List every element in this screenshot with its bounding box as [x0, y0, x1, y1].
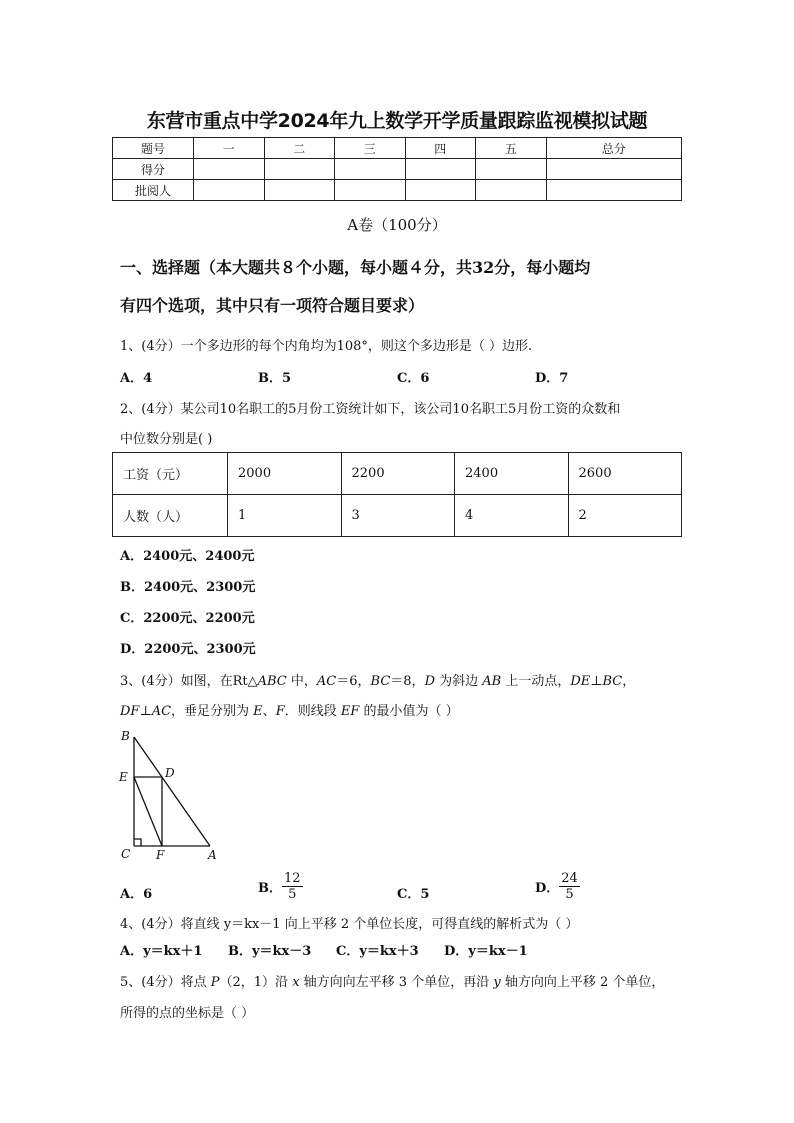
label-e: E: [119, 770, 128, 784]
q4-option-b[interactable]: B．y＝kx－3: [228, 944, 312, 959]
score-input-cell[interactable]: [194, 159, 265, 180]
wage-table: [112, 452, 682, 537]
score-input-cell[interactable]: [405, 180, 476, 201]
table-cell: 四: [405, 138, 476, 159]
table-cell: 总分: [546, 138, 682, 159]
table-cell: 得分: [113, 159, 194, 180]
page-title: 东营市重点中学2024年九上数学开学质量跟踪监视模拟试题: [146, 110, 648, 132]
table-cell: 2: [568, 495, 682, 537]
table-cell: 4: [455, 495, 569, 537]
q2-option-b[interactable]: B．2400元、2300元: [120, 580, 256, 595]
score-input-cell[interactable]: [476, 180, 547, 201]
triangle-figure: [112, 725, 232, 865]
q3-option-a[interactable]: A．6: [120, 887, 153, 902]
table-cell: 人数（人）: [113, 495, 228, 537]
label-d: D: [165, 766, 175, 780]
table-row: [113, 180, 682, 201]
volume-label: A卷（100分）: [347, 216, 447, 234]
side-ab: [134, 737, 210, 846]
question-3-line1: 3、(4分）如图，在Rt△ABC 中，AC＝6，BC＝8，D 为斜边 AB 上一动点，DE⊥BC，: [120, 674, 636, 689]
q1-option-b[interactable]: B．5: [258, 371, 292, 386]
question-5-line1: 5、(4分）将点 P（2，1）沿 x 轴方向向左平移 3 个单位，再沿 y 轴方向向上平移 2 个单位，: [120, 975, 665, 990]
q1-option-d[interactable]: D．7: [535, 371, 569, 386]
label-a: A: [208, 848, 217, 862]
q3-option-c[interactable]: C．5: [397, 887, 430, 902]
score-input-cell[interactable]: [194, 180, 265, 201]
table-cell: 2000: [228, 453, 342, 495]
fraction: $\frac{12}{5}$: [284, 871, 301, 902]
q1-option-a[interactable]: A．4: [120, 371, 153, 386]
q2-option-a[interactable]: A．2400元、2400元: [120, 549, 255, 564]
table-cell: 题号: [113, 138, 194, 159]
fraction: $\frac{24}{5}$: [561, 871, 578, 902]
score-input-cell[interactable]: [264, 180, 335, 201]
q4-option-d[interactable]: D．y＝kx－1: [444, 944, 528, 959]
table-cell: 一: [194, 138, 265, 159]
question-2-line1: 2、(4分）某公司10名职工的5月份工资统计如下，该公司10名职工5月份工资的众数和: [120, 402, 621, 417]
score-input-cell[interactable]: [335, 180, 406, 201]
q3-option-b[interactable]: B． $\frac{12}{5}$: [258, 871, 301, 902]
table-row: [113, 159, 682, 180]
question-2-line2: 中位数分别是( ): [120, 432, 213, 447]
table-row: [113, 453, 682, 495]
table-cell: 二: [264, 138, 335, 159]
question-1-text: 1、(4分）一个多边形的每个内角均为108°，则这个多边形是（ ）边形.: [120, 339, 533, 354]
right-angle-mark: [134, 839, 141, 846]
score-input-cell[interactable]: [546, 159, 682, 180]
table-cell: 1: [228, 495, 342, 537]
table-row: [113, 495, 682, 537]
q1-option-c[interactable]: C．6: [397, 371, 430, 386]
q4-option-a[interactable]: A．y＝kx＋1: [120, 944, 203, 959]
score-input-cell[interactable]: [335, 159, 406, 180]
score-input-cell[interactable]: [476, 159, 547, 180]
table-cell: 2600: [568, 453, 682, 495]
table-cell: 批阅人: [113, 180, 194, 201]
segment-ef: [134, 777, 162, 846]
section-heading-line2: 有四个选项，其中只有一项符合题目要求）: [120, 296, 425, 315]
question-4-text: 4、(4分）将直线 y＝kx－1 向上平移 2 个单位长度，可得直线的解析式为（ ）: [120, 917, 579, 932]
score-input-cell[interactable]: [264, 159, 335, 180]
table-cell: 三: [335, 138, 406, 159]
score-table: [112, 137, 682, 201]
table-cell: 3: [341, 495, 455, 537]
score-input-cell[interactable]: [405, 159, 476, 180]
q2-option-d[interactable]: D．2200元、2300元: [120, 642, 256, 657]
question-5-line2: 所得的点的坐标是（ ）: [120, 1006, 255, 1021]
label-c: C: [121, 847, 131, 861]
section-heading-line1: 一、选择题（本大题共８个小题，每小题４分，共32分，每小题均: [120, 258, 591, 277]
table-cell: 2400: [455, 453, 569, 495]
label-f: F: [156, 848, 165, 862]
q4-option-c[interactable]: C．y＝kx＋3: [336, 944, 419, 959]
q2-option-c[interactable]: C．2200元、2200元: [120, 611, 255, 626]
table-cell: 工资（元）: [113, 453, 228, 495]
score-input-cell[interactable]: [546, 180, 682, 201]
question-3-line2: DF⊥AC，垂足分别为 E、F．则线段 EF 的最小值为（ ）: [120, 704, 459, 719]
table-cell: 五: [476, 138, 547, 159]
label-b: B: [121, 729, 130, 743]
q3-option-d[interactable]: D． $\frac{24}{5}$: [535, 871, 578, 902]
table-row: [113, 138, 682, 159]
table-cell: 2200: [341, 453, 455, 495]
